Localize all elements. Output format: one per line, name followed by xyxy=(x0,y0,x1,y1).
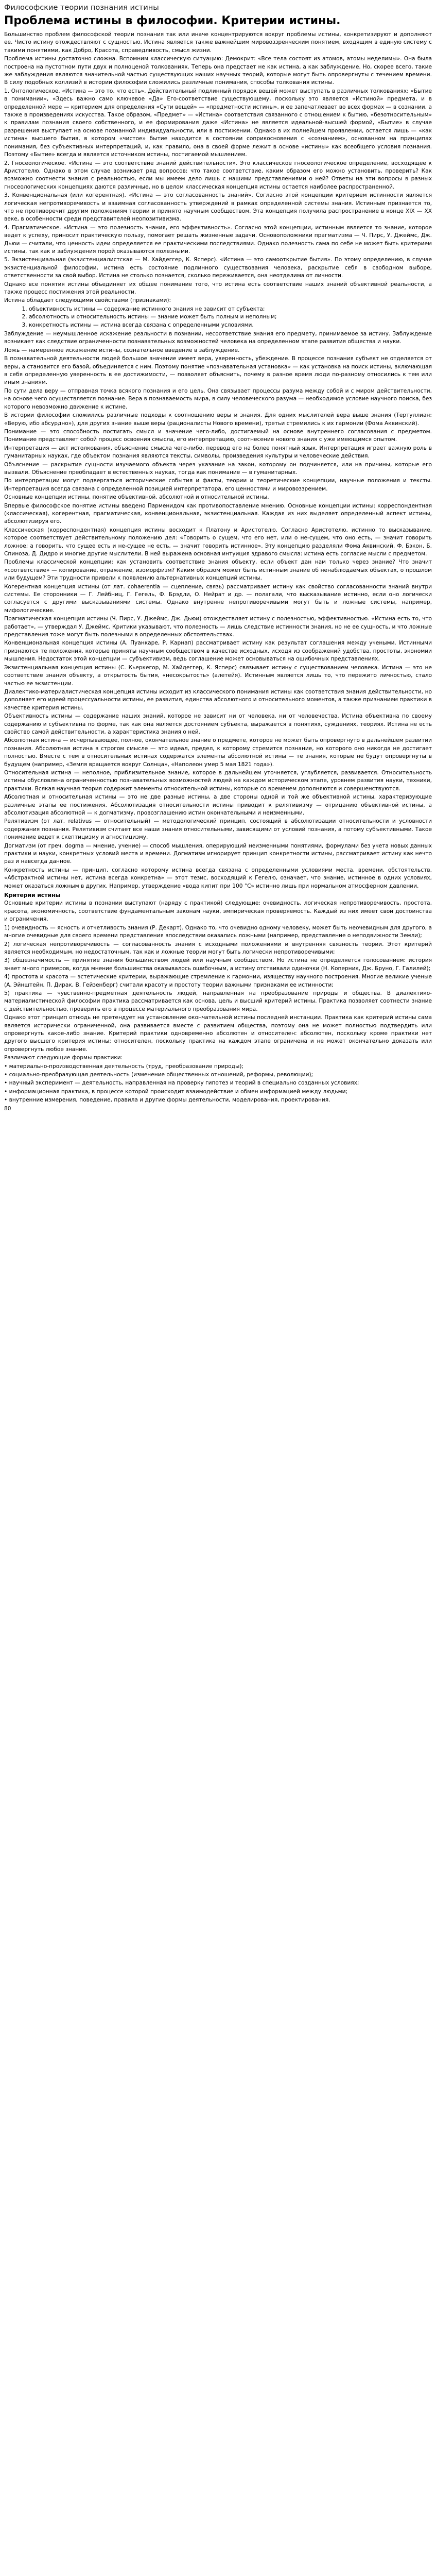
paragraph: По интерпретации могут подвергаться исторические события и факты, теории и теоретические концепции, научные положения и тексты. Интерпретация всегда связана с определенной позицией интерпретатора, его ценностями и мировоззрением. xyxy=(4,478,432,492)
paragraph: Конкретность истины — принцип, согласно которому истина всегда связана с определенными условиями места, времени, обстоятельств. «Абстрактной истины нет, истина всегда конкретна» — этот тезис, восходящий к Гегелю, означает, что знание, истинное в одних условиях, может оказаться ложным в других. Например, утверждение «вода кипит при 100 °C» истинно лишь при нормальном атмосферном давлении. xyxy=(4,867,432,889)
paragraph: По сути дела веру — отправная точка всякого познания и его цель. Она связывает процессы разума между собой и с миром действительности, на основе чего осуществляется познание. Вера в познаваемость мира, в силу человеческого разума — необходимое условие научного поиска, без которого невозможно движение к истине. xyxy=(4,387,432,410)
paragraph: 3) общезначимость — принятие знания большинством людей или научным сообществом. Но истина не определяется голосованием: история знает много примеров, когда мнение большинства оказывалось ошибочным, а истину отстаивали одиночки (Н. Коперник, Дж. Бруно, Г. Галилей); xyxy=(4,957,432,972)
paragraph: Основные концепции истины, понятие объективной, абсолютной и относительной истины. xyxy=(4,494,269,501)
paragraph: Проблема истины достаточно сложна. Вспомним классическую ситуацию: Демокрит: «Все тела состоят из атомов, атомы неделимы». Она была построена на пустотном пути двух и полноценой толкованиях. Теперь она предстает не как истина, а как заблуждение. Но, скорее всего, такие же заблуждения являются значительной частью существующих наших научных теорий, которые могут быть опровергнуты с течением времени. В силу подобных коллизий в истории философии сложились различные понимания, способы толкования истины. xyxy=(4,56,432,86)
paragraph: Догматизм (от греч. dogma — мнение, учение) — способ мышления, оперирующий неизменными понятиями, формулами без учета новых данных практики и науки, конкретных условий места и времени. Догматизм игнорирует принцип конкретности истины, рассматривает истину как нечто раз и навсегда данное. xyxy=(4,842,432,865)
paragraph: Объективность истины — содержание наших знаний, которое не зависит ни от человека, ни от человечества. Истина объективна по своему содержанию и субъективна по форме, так как она является достоянием субъекта, выражается в понятиях, суждениях, теориях. Истина не есть свойство самой действительности, а характеристика знания о ней. xyxy=(4,713,432,735)
paragraph: • научный эксперимент — деятельность, направленная на проверку гипотез и теорий в специально созданных условиях; xyxy=(4,1080,359,1087)
paragraph: Проблемы классической концепции: как установить соответствие знания объекту, если объект дан нам только через знание? Что значит «соответствие» — копирование, отражение, изоморфизм? Каким образом может быть истинным знание об ненаблюдаемых объектах, о прошлом или будущем? Эти трудности привели к появлению альтернативных концепций истины. xyxy=(4,559,432,582)
paragraph: 1) очевидность — ясность и отчетливость знания (Р. Декарт). Однако то, что очевидно одному человеку, может быть неочевидным для другого, а многие очевидные для своего времени представления впоследствии оказались ложными (например, представление о неподвижности Земли); xyxy=(4,924,432,939)
paragraph: Впервые философское понятие истины введено Парменидом как противопоставление мнению. Основные концепции истины: корреспондентная (классическая), когерентная, прагматическая, конвенциональная, экзистенциальная. Каждая из них выделяет определенный аспект истины, абсолютизируя его. xyxy=(4,502,432,525)
paragraph: 5) практика — чувственно-предметная деятельность людей, направленная на преобразование природы и общества. В диалектико-материалистической философии практика рассматривается как основа, цель и высший критерий истины. Практика позволяет соотнести знание с действительностью, проверить его в процессе материального преобразования мира. xyxy=(4,990,432,1012)
paragraph: Когерентная концепция истины (от лат. cohaerentia — сцепление, связь) рассматривает истину как свойство согласованности знаний внутри системы. Ее сторонники — Г. Лейбниц, Г. Гегель, Ф. Брэдли, О. Нейрат и др. — полагали, что высказывание истинно, если оно логически согласуется с другими высказываниями системы. Однако внутренне непротиворечивыми могут быть и ложные системы, например, мифологические. xyxy=(4,583,432,614)
paragraph: Прагматическая концепция истины (Ч. Пирс, У. Джеймс, Дж. Дьюи) отождествляет истину с полезностью, эффективностью. «Истина есть то, что работает», — утверждал У. Джеймс. Критики указывают, что полезность — лишь следствие истинности знания, но не ее сущность, и что ложные представления тоже могут быть полезными в определенных обстоятельствах. xyxy=(4,616,432,638)
paragraph: • материально-производственная деятельность (труд, преобразование природы); xyxy=(4,1063,244,1070)
numbered-list xyxy=(4,306,432,329)
paragraph: Заблуждение — неумышленное искажение реальности в познании, несоответствие знания его предмету, принимаемое за истину. Заблуждение возникает как следствие ограниченности познавательных возможностей человека на определенном этапе развития общества и науки. xyxy=(4,331,432,345)
paragraph: Релятивизм (от лат. relativus — относительный) — методологический принцип, состоящий в абсолютизации относительности и условности содержания познания. Релятивизм считает все наши знания относительными, зависящими от условий познания, а потому субъективными. Такое понимание ведет к скептицизму и агностицизму. xyxy=(4,818,432,841)
list-item: 1. объективность истины — содержание истинного знания не зависит от субъекта; xyxy=(29,306,432,313)
paragraph: Абсолютная и относительная истины — это не две разные истины, а две стороны одной и той же объективной истины, характеризующие различные этапы ее постижения. Абсолютизация относительности истины приводит к релятивизму — отрицанию объективной истины, а абсолютизация абсолютной — к догматизму, провозглашению истин окончательными и неизменными. xyxy=(4,794,432,816)
paragraph: В познавательной деятельности людей большое значение имеет вера, уверенность, убеждение. В процессе познания субъект не отделяется от веры, а становится его базой, объединяется с ним. Поэтому понятие «познавательная установка» — как установка на поиск истины, включающая в себя определенную уверенность в ее достижимости, — позволяет объяснить, почему в разное время люди по-разному относились к тем или иным знаниям. xyxy=(4,355,432,386)
paragraph: Однако этот принцип отнюдь не претендует на установление окончательной истины последней инстанции. Практика как критерий истины сама является исторически ограниченной, она развивается вместе с развитием общества, поэтому она не может полностью подтвердить или опровергнуть какое-либо знание. Критерий практики одновременно абсолютен и относителен: абсолютен, поскольку кроме практики нет другого высшего критерия истины; относителен, поскольку практика на каждом этапе ограничена и не может окончательно доказать или опровергнуть любое знание. xyxy=(4,1014,432,1053)
paragraph: Истина обладает следующими свойствами (признаками): xyxy=(4,297,171,304)
paragraph: • информационная практика, в процессе которой происходит взаимодействие и обмен информацией между людьми; xyxy=(4,1088,348,1095)
page xyxy=(0,0,436,1124)
list-item: 2. абсолютность и относительность истины — знание может быть полным и неполным; xyxy=(29,313,432,321)
paragraph: Основные критерии истины в познании выступают (наряду с практикой) следующие: очевидность, логическая непротиворечивость, простота, красота, экономичность, соответствие фундаментальным законам науки, эмпирическая проверяемость. Каждый из них имеет свои достоинства и ограничения. xyxy=(4,900,432,923)
paragraph: 1. Онтологическое. «Истина — это то, что есть». Действительный подлинный порядок вещей может выступать в различных толкованиях: «Бытие в понимании», «Здесь важно само ключевое «Да» Его-соответствие существующему, поскольку это является «Истиной» предмета, и в определенной мере — критерием для определения «Сути вещей» — «предметности истины», и ее запечатлевает во всех формах — в сознании, а также в произведениях искусства. Такое образом, «Предмет» — «Истина» соответствия связанного с отношением к бытию, «безотносительным» к правилам познания своего собственного, и ее формирования даже «Истина» не является идеальной-высшей формой, «Бытие» в случае разрешения выступает на основе познанной индивидуальности, или в постижении. Однако в их полнейшем проявлении, остается лишь — «как истина» высшего бытия, в котором «чистое» бытие находится в состоянии соприкосновения с «сознанием», основанном на принципах понимания, без субъективных интерпретаций, и, как правило, она в своей форме лежит в основе «истины» как всеобщего условия познания. Поэтому «Бытие» всегда и является источником истины, постигаемой мышлением. xyxy=(4,88,432,158)
article-body xyxy=(4,31,432,1105)
paragraph: Конвенциональная концепция истины (А. Пуанкаре, Р. Карнап) рассматривает истину как результат соглашения между учеными. Истинными признаются те положения, которые приняты научным сообществом в качестве исходных, исходя из соображений удобства, простоты, экономии мышления. Недостаток этой концепции — субъективизм, ведь соглашение может основываться на ошибочных представлениях. xyxy=(4,640,432,663)
paragraph: Ложь — намеренное искажение истины, сознательное введение в заблуждение. xyxy=(4,347,240,353)
paragraph: Классическая (корреспондентная) концепция истины восходит к Платону и Аристотелю. Согласно Аристотелю, истинно то высказывание, которое соответствует действительному положению дел: «Говорить о сущем, что его нет, или о не-сущем, что оно есть, — значит говорить ложное; а говорить, что сущее есть и не-сущее не есть, — значит говорить истинное». Эту концепцию разделяли Фома Аквинский, Ф. Бэкон, Б. Спиноза, Д. Дидро и многие другие мыслители. В ней выражена основная интуиция здравого смысла: истина есть согласие мысли с предметом. xyxy=(4,527,432,557)
paragraph: Экзистенциальная концепция истины (С. Кьеркегор, М. Хайдеггер, К. Ясперс) связывает истину с существованием человека. Истина — это не соответствие знания объекту, а открытость бытия, «несокрытость» (алетейя). Истинным является лишь то, что пережито личностью, стало частью ее экзистенции. xyxy=(4,664,432,687)
paragraph: Различают следующие формы практики: xyxy=(4,1055,123,1061)
page-title: Проблема истины в философии. Критерии истины. xyxy=(4,14,341,27)
paragraph: Объяснение — раскрытие сущности изучаемого объекта через указание на закон, которому он подчиняется, или на причины, которые его вызвали. Объяснение преобладает в естественных науках, тогда как понимание — в гуманитарных. xyxy=(4,461,432,476)
paragraph: • внутренние измерения, поведение, правила и другие формы деятельности, моделирования, проектирования. xyxy=(4,1097,330,1104)
paragraph: 3. Конвенциональная (или когерентная). «Истина — это согласованность знаний». Согласно этой концепции критерием истинности является логическая непротиворечивость и взаимная согласованность утверждений в рамках определенной системы знания. Истинным признается то, что не противоречит другим положениям теории и принято научным сообществом. Эта концепция получила распространение в конце XIX — XX веке, в особенности среди представителей неопозитивизма. xyxy=(4,192,432,223)
site-title: Философские теории познания истины xyxy=(4,4,159,12)
paragraph: 2. Гносеологическое. «Истина — это соответствие знаний действительности». Это классическое гносеологическое определение, восходящее к Аристотелю. Однако в этом случае возникает ряд вопросов: что такое соответствие, каким образом его можно установить, проверить? Как возможно соотнести знания с реальностью, если мы имеем дело лишь с нашими представлениями о ней? Ответы на эти вопросы в разных гносеологических концепциях даются различные, но в целом классическая концепция истины остается наиболее распространенной. xyxy=(4,160,432,190)
paragraph: Абсолютная истина — исчерпывающее, полное, окончательное знание о предмете, которое не может быть опровергнуто в дальнейшем развитии познания. Абсолютная истина в строгом смысле — это идеал, предел, к которому стремится познание, но которого оно никогда не достигает полностью. Вместе с тем в относительных истинах содержатся элементы абсолютной истины — те знания, которые не будут опровергнуты в будущем (например, «Земля вращается вокруг Солнца», «Наполеон умер 5 мая 1821 года»). xyxy=(4,737,432,768)
paragraph: Интерпретация — акт истолкования, объяснение смысла чего-либо, перевод его на более понятный язык. Интерпретация играет важную роль в гуманитарных науках, где объектом познания являются тексты, символы, произведения культуры и человеческие действия. xyxy=(4,445,432,460)
page-number: 80 xyxy=(4,1105,11,1112)
paragraph: • социально-преобразующая деятельность (изменение общественных отношений, реформы, революции); xyxy=(4,1072,313,1078)
section-heading: Критерии истины xyxy=(4,892,61,899)
paragraph: Большинство проблем философской теории познания так или иначе концентрируются вокруг проблемы истины, конкретизируют и дополняют ее. Чисто истину отождествляют с сущностью. Истина является также важнейшим мировоззренческим понятием, входящим в единую систему с такими понятиями, как Добро, Красота, справедливость, смысл жизни. xyxy=(4,31,432,54)
paragraph: Понимание — это способность постигать смысл и значение чего-либо, достигаемый на основе внутреннего согласования с предметом. Понимание представляет собой процесс освоения смысла, его интерпретацию, соотнесение нового знания с уже имеющимся опытом. xyxy=(4,428,432,443)
paragraph: 5. Экзистенциальная (экзистенциалистская — М. Хайдеггер, К. Ясперс). «Истина — это самооткрытие бытия». По этому определению, в случае экзистенциальной философии, истина есть состояние подлинного существования человека, раскрытие себя в свободном выборе, ответственности за свой выбор. Истина не столько познается, сколько переживается, она неотделима от личности. xyxy=(4,257,432,279)
paragraph: 2) логическая непротиворечивость — согласованность знания с исходными положениями и внутренняя связность теории. Этот критерий является необходимым, но недостаточным, так как и ложные теории могут быть логически непротиворечивыми; xyxy=(4,941,432,955)
paragraph: В истории философии сложились различные подходы к соотношению веры и знания. Для одних мыслителей вера выше знания (Тертуллиан: «Верую, ибо абсурдно»), для других знание выше веры (рационалисты Нового времени), третьи стремились к их гармонии (Фома Аквинский). xyxy=(4,412,432,427)
paragraph: 4) простота и красота — эстетические критерии, выражающие стремление к гармонии, изяществу научного построения. Многие великие ученые (А. Эйнштейн, П. Дирак, В. Гейзенберг) считали красоту и простоту теории важными признаками ее истинности; xyxy=(4,974,432,988)
paragraph: Диалектико-материалистическая концепция истины исходит из классического понимания истины как соответствия знания действительности, но дополняет его идеей процессуальности истины, ее развития, единства абсолютного и относительного моментов, а также признанием практики в качестве критерия истины. xyxy=(4,688,432,711)
paragraph: Однако все понятия истины объединяет их общее понимание того, что истина есть соответствие наших знаний объективной реальности, а также процесс постижения этой реальности. xyxy=(4,281,432,295)
list-item: 3. конкретность истины — истина всегда связана с определенными условиями. xyxy=(29,321,432,329)
paragraph: Относительная истина — неполное, приблизительное знание, которое в дальнейшем уточняется, углубляется, развивается. Относительность истины обусловлена ограниченностью познавательных возможностей людей на каждом историческом этапе, уровнем развития науки, техники, практики. Всякая научная теория содержит элементы относительной истины, которые со временем дополняются и совершенствуются. xyxy=(4,769,432,792)
paragraph: 4. Прагматическое. «Истина — это полезность знания, его эффективность». Согласно этой концепции, истинным является то знание, которое ведет к успеху, приносит практическую пользу, помогает решать жизненные задачи. Основоположники прагматизма — Ч. Пирс, У. Джеймс, Дж. Дьюи — считали, что ценность идеи определяется ее практическими последствиями. Однако полезность сама по себе не может быть критерием истины, так как и заблуждения порой оказываются полезными. xyxy=(4,224,432,255)
